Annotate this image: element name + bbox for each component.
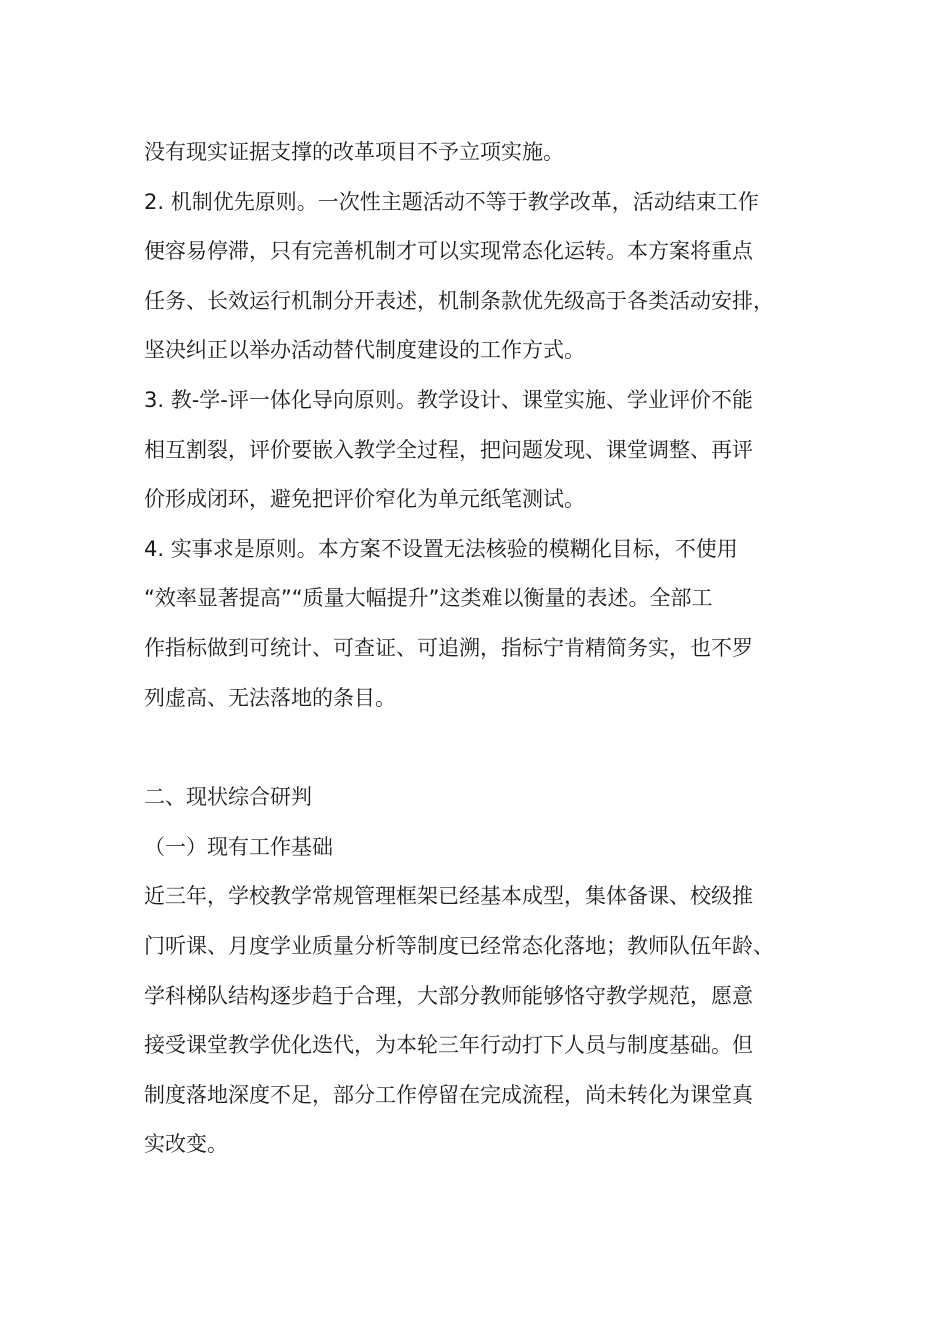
foundation-paragraph: [144, 872, 834, 1170]
text-line: 便容易停滞，只有完善机制才可以实现常态化运转。本方案将重点: [144, 239, 753, 264]
text-line: 没有现实证据支撑的改革项目不予立项实施。: [144, 140, 564, 164]
text-line: 任务、长效运行机制分开表述，机制条款优先级高于各类活动安排，: [144, 288, 774, 313]
text-line: 学科梯队结构逐步趋于合理，大部分教师能够恪守教学规范，愿意: [144, 983, 753, 1008]
principle-3-paragraph: [144, 376, 834, 525]
text-line: 作指标做到可统计、可查证、可追溯，指标宁肯精简务实，也不罗: [144, 635, 753, 660]
principle-4-paragraph: [144, 525, 834, 723]
text-line: “效率显著提高”“质量大幅提升”这类难以衡量的表述。全部工: [144, 586, 713, 611]
subsection-heading: （一）现有工作基础: [144, 834, 333, 859]
section-heading: 二、现状综合研判: [144, 785, 312, 810]
text-line: 制度落地深度不足，部分工作停留在完成流程，尚未转化为课堂真: [144, 1082, 753, 1107]
section-spacer: [144, 723, 834, 773]
text-line: 相互割裂，评价要嵌入教学全过程，把问题发现、课堂调整、再评: [144, 437, 753, 462]
text-line: 接受课堂教学优化迭代，为本轮三年行动打下人员与制度基础。但: [144, 1033, 753, 1058]
document-body: [144, 128, 834, 1170]
text-line: 门听课、月度学业质量分析等制度已经常态化落地；教师队伍年龄、: [144, 933, 774, 958]
text-line: 价形成闭环，避免把评价窄化为单元纸笔测试。: [144, 487, 585, 512]
text-line: 4. 实事求是原则。本方案不设置无法核验的模糊化目标，不使用: [144, 536, 738, 561]
text-line: 3. 教-学-评一体化导向原则。教学设计、课堂实施、学业评价不能: [144, 387, 753, 412]
text-line: 坚决纠正以举办活动替代制度建设的工作方式。: [144, 338, 585, 363]
text-line: 实改变。: [144, 1132, 228, 1157]
principle-2-paragraph: [144, 178, 834, 376]
text-line: 列虚高、无法落地的条目。: [144, 685, 396, 710]
text-line: 近三年，学校教学常规管理框架已经基本成型，集体备课、校级推: [144, 884, 753, 909]
text-line: 2. 机制优先原则。一次性主题活动不等于教学改革，活动结束工作: [144, 189, 759, 214]
principle-1-tail: [144, 128, 834, 178]
